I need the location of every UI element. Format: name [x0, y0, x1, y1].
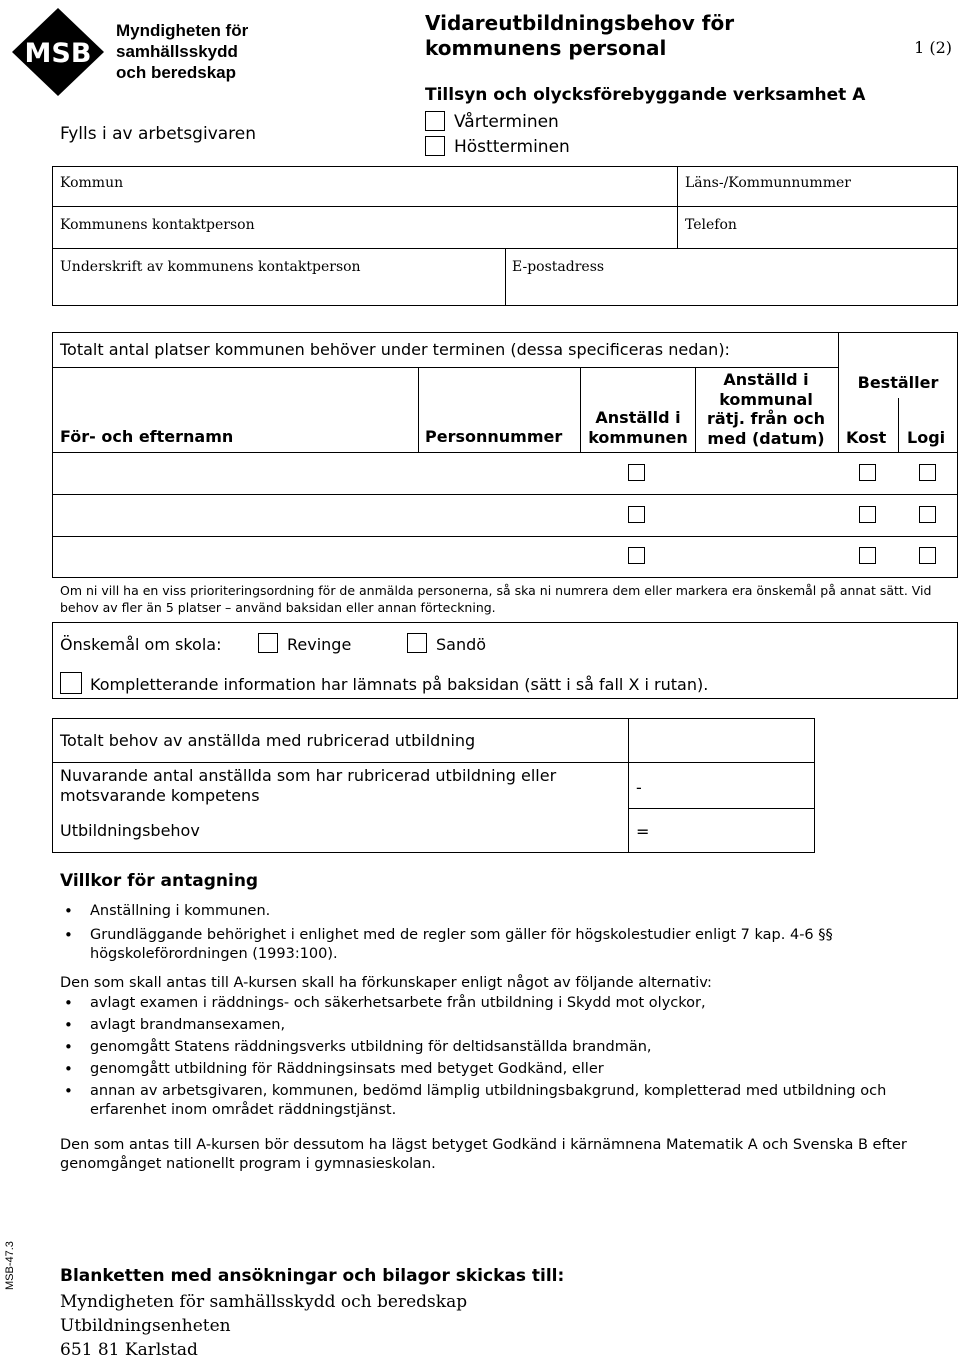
form-code: MSB-47.3 — [4, 1241, 16, 1290]
address-line-1: Myndigheten för samhällsskydd och beredskap — [60, 1292, 468, 1312]
col-header-bestaller: Beställer — [857, 373, 939, 392]
row-kost-checkbox[interactable] — [859, 547, 876, 564]
list-item: • Anställning i kommunen. — [60, 902, 940, 921]
field-underskrift[interactable]: Underskrift av kommunens kontaktperson — [60, 259, 361, 275]
row-logi-checkbox[interactable] — [919, 547, 936, 564]
logo-line-3: och beredskap — [116, 63, 236, 82]
address-line-3: 651 81 Karlstad — [60, 1340, 198, 1360]
conditions-heading: Villkor för antagning — [60, 871, 259, 891]
col-header-personnummer: Personnummer — [425, 427, 563, 446]
address-line-2: Utbildningsenheten — [60, 1316, 231, 1336]
term-autumn-checkbox[interactable] — [425, 136, 445, 156]
term-spring-label: Vårterminen — [454, 112, 559, 132]
col-kommunal-line-2: kommunal — [719, 389, 813, 409]
form-title-line-1: Vidareutbildningsbehov för — [425, 11, 735, 35]
final-requirement: Den som antas till A-kursen bör dessutom ha lägst betyget Godkänd i kärnämnena Matematik A och Svenska B efter genomgånget nationellt program i gymnasieskolan. — [60, 1137, 907, 1172]
fill-by-employer: Fylls i av arbetsgivaren — [60, 124, 257, 144]
field-kommun[interactable]: Kommun — [60, 175, 124, 191]
col-anstalld-line-2: kommunen — [588, 428, 688, 447]
school-sando-checkbox[interactable] — [407, 633, 427, 653]
row-anstalld-checkbox[interactable] — [628, 506, 645, 523]
form-subtitle: Tillsyn och olycksförebyggande verksamhet A — [425, 85, 866, 105]
col-anstalld-line-1: Anställd i — [595, 408, 681, 427]
alternatives-intro: Den som skall antas till A-kursen skall ha förkunskaper enligt något av följande alternativ: — [60, 975, 712, 991]
list-item: • Grundläggande behörighet i enlighet med de regler som gäller för högskolestudier enligt 7 kap. 4-6 §§ högskoleförordningen (1993:100). — [60, 926, 940, 964]
col-kommunal-line-1: Anställd i — [723, 370, 809, 389]
col-header-kommunal — [696, 370, 836, 448]
col-header-kost: Kost — [846, 428, 887, 447]
school-revinge-label: Revinge — [287, 635, 352, 654]
row-logi-checkbox[interactable] — [919, 464, 936, 481]
list-item: • genomgått Statens räddningsverks utbildning för deltidsanställda brandmän, — [60, 1038, 940, 1057]
need-education-label: Utbildningsbehov — [60, 821, 200, 840]
priority-note: Om ni vill ha en viss prioriteringsordning för de anmälda personerna, så ska ni numrera dem eller markera era önskemål på annat sätt. Vid behov av fler än 5 platser – använd baksidan eller annan förteckning. — [60, 583, 932, 615]
col-kommunal-line-4: med (datum) — [707, 428, 825, 448]
school-sando-label: Sandö — [436, 635, 487, 654]
term-autumn-label: Höstterminen — [454, 137, 570, 157]
term-spring-checkbox[interactable] — [425, 111, 445, 131]
msb-badge-text: MSB — [24, 38, 92, 69]
field-kontaktperson[interactable]: Kommunens kontaktperson — [60, 217, 255, 233]
list-item: • avlagt examen i räddnings- och säkerhetsarbete från utbildning i Skydd mot olyckor, — [60, 994, 940, 1013]
col-header-logi: Logi — [907, 428, 946, 447]
field-epostadress[interactable]: E-postadress — [512, 259, 605, 275]
footer-heading: Blanketten med ansökningar och bilagor skickas till: — [60, 1266, 565, 1286]
field-lans-kommunnummer[interactable]: Läns-/Kommunnummer — [685, 175, 851, 191]
table-row — [53, 537, 957, 577]
alternatives-list — [60, 994, 940, 1120]
complement-checkbox[interactable] — [60, 672, 82, 694]
need-minus-sign: - — [636, 778, 642, 797]
row-name-input[interactable] — [53, 495, 417, 536]
page-number: 1 (2) — [914, 38, 952, 57]
row-name-input[interactable] — [53, 453, 417, 494]
row-kost-checkbox[interactable] — [859, 506, 876, 523]
col-kommunal-line-3: rätj. från och — [707, 409, 825, 428]
need-total-label: Totalt behov av anställda med rubricerad utbildning — [60, 731, 476, 750]
row-anstalld-checkbox[interactable] — [628, 547, 645, 564]
need-current-label — [60, 766, 556, 806]
list-item: • avlagt brandmansexamen, — [60, 1016, 940, 1035]
places-total-label: Totalt antal platser kommunen behöver under terminen (dessa specificeras nedan): — [60, 340, 730, 359]
field-telefon[interactable]: Telefon — [685, 217, 737, 233]
logo-line-1: Myndigheten för — [116, 21, 249, 40]
col-header-anstalld — [582, 408, 694, 448]
col-header-name: För- och efternamn — [60, 427, 234, 446]
conditions-list — [60, 902, 940, 964]
complement-label: Kompletterande information har lämnats på baksidan (sätt i så fall X i rutan). — [90, 675, 709, 694]
need-equals-sign: = — [636, 822, 650, 841]
footer-address — [60, 1290, 467, 1362]
row-kost-checkbox[interactable] — [859, 464, 876, 481]
list-item: • annan av arbetsgivaren, kommunen, bedömd lämplig utbildningsbakgrund, kompletterad med utbildning och erfarenhet inom området räddningstjänst. — [60, 1082, 940, 1120]
need-current-line-1: Nuvarande antal anställda som har rubricerad utbildning eller — [60, 766, 557, 785]
table-row — [53, 453, 957, 494]
row-logi-checkbox[interactable] — [919, 506, 936, 523]
logo-line-2: samhällsskydd — [116, 42, 238, 61]
row-name-input[interactable] — [53, 537, 417, 577]
form-title — [425, 11, 734, 61]
need-current-line-2: motsvarande kompetens — [60, 786, 260, 805]
msb-logo-mark — [8, 6, 108, 98]
need-total-input[interactable] — [629, 719, 814, 762]
table-row — [53, 495, 957, 536]
school-revinge-checkbox[interactable] — [258, 633, 278, 653]
form-title-line-2: kommunens personal — [425, 36, 667, 60]
list-item: • genomgått utbildning för Räddningsinsats med betyget Godkänd, eller — [60, 1060, 940, 1079]
school-label: Önskemål om skola: — [60, 635, 222, 654]
row-anstalld-checkbox[interactable] — [628, 464, 645, 481]
msb-logo — [8, 6, 268, 96]
